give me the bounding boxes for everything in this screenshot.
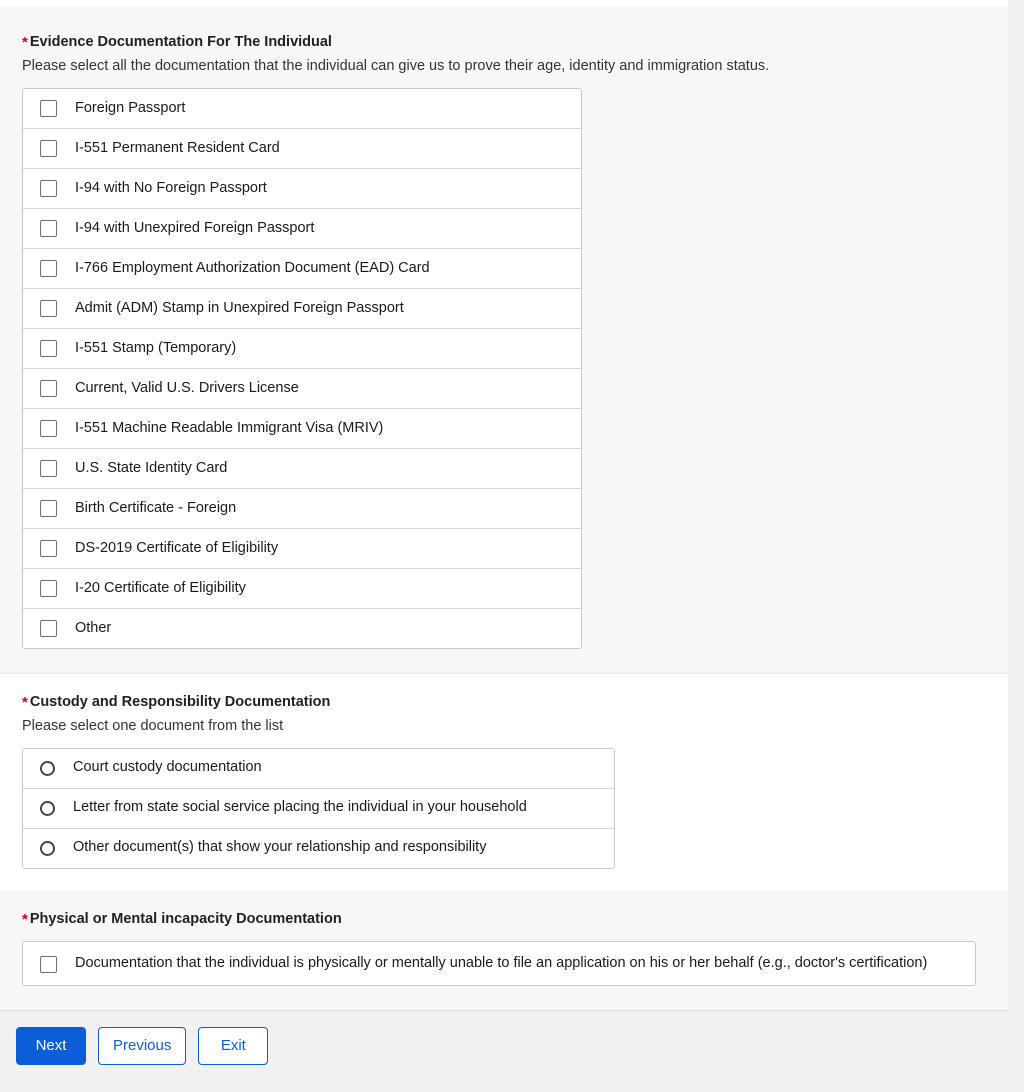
option-label: I-551 Stamp (Temporary) (75, 339, 237, 356)
option-label: Court custody documentation (73, 759, 262, 776)
form-footer-actions (0, 1010, 1008, 1083)
option-label: Admit (ADM) Stamp in Unexpired Foreign Passport (75, 299, 404, 316)
required-asterisk-icon: * (22, 693, 28, 711)
list-item[interactable] (23, 289, 581, 329)
radio-icon[interactable] (40, 761, 55, 776)
custody-title (22, 694, 992, 712)
option-label: I-766 Employment Authorization Document (EAD) Card (75, 259, 430, 276)
list-item[interactable] (23, 169, 581, 209)
form-scroll-area[interactable] (0, 6, 1008, 1083)
incapacity-options-list (22, 941, 976, 987)
evidence-helper-text: Please select all the documentation that the individual can give us to prove their age, identity and immigration status. (22, 58, 770, 74)
section-custody-documentation (0, 673, 1008, 891)
section-incapacity-documentation (0, 891, 1008, 1011)
checkbox-icon[interactable] (40, 340, 57, 357)
option-label: Documentation that the individual is physically or mentally unable to file an application on his or her behalf (e.g., doctor's certification) (75, 954, 928, 971)
custody-title-text: Custody and Responsibility Documentation (29, 693, 331, 710)
checkbox-icon[interactable] (40, 380, 57, 397)
list-item[interactable] (23, 569, 581, 609)
list-item[interactable] (23, 609, 581, 648)
evidence-title (22, 34, 992, 52)
option-label: I-551 Machine Readable Immigrant Visa (MRIV) (75, 419, 384, 436)
checkbox-icon[interactable] (40, 260, 57, 277)
list-item[interactable] (23, 409, 581, 449)
custody-options-list (22, 748, 615, 869)
list-item[interactable] (23, 449, 581, 489)
list-item[interactable] (23, 249, 581, 289)
list-item[interactable] (23, 489, 581, 529)
list-item[interactable] (23, 749, 614, 789)
incapacity-title (22, 911, 992, 929)
list-item[interactable] (23, 329, 581, 369)
checkbox-icon[interactable] (40, 300, 57, 317)
checkbox-icon[interactable] (40, 180, 57, 197)
checkbox-icon[interactable] (40, 460, 57, 477)
list-item[interactable] (23, 829, 614, 868)
list-item[interactable] (23, 369, 581, 409)
list-item[interactable] (23, 789, 614, 829)
option-label: Birth Certificate - Foreign (75, 499, 237, 516)
section-evidence-documentation (0, 6, 1008, 673)
required-asterisk-icon: * (22, 34, 28, 51)
option-label: Other document(s) that show your relationship and responsibility (73, 839, 487, 856)
checkbox-icon[interactable] (40, 100, 57, 117)
option-label: U.S. State Identity Card (75, 459, 228, 476)
option-label: Other (75, 619, 112, 636)
list-item[interactable] (23, 89, 581, 129)
option-label: Letter from state social service placing the individual in your household (73, 799, 527, 816)
list-item[interactable] (23, 529, 581, 569)
option-label: DS-2019 Certificate of Eligibility (75, 539, 279, 556)
option-label: Current, Valid U.S. Drivers License (75, 379, 299, 396)
option-label: I-20 Certificate of Eligibility (75, 579, 246, 596)
checkbox-icon[interactable] (40, 420, 57, 437)
evidence-title-text: Evidence Documentation For The Individual (29, 34, 332, 50)
checkbox-icon[interactable] (40, 956, 57, 973)
next-button[interactable]: Next (16, 1027, 86, 1065)
option-label: Foreign Passport (75, 99, 186, 116)
option-label: I-94 with No Foreign Passport (75, 179, 267, 196)
radio-icon[interactable] (40, 801, 55, 816)
incapacity-title-text: Physical or Mental incapacity Documentation (29, 910, 342, 927)
checkbox-icon[interactable] (40, 580, 57, 597)
radio-icon[interactable] (40, 841, 55, 856)
option-label: I-94 with Unexpired Foreign Passport (75, 219, 315, 236)
checkbox-icon[interactable] (40, 220, 57, 237)
list-item[interactable] (23, 942, 975, 986)
exit-button[interactable]: Exit (198, 1027, 268, 1065)
previous-button[interactable]: Previous (98, 1027, 186, 1065)
evidence-options-list (22, 88, 582, 649)
list-item[interactable] (23, 209, 581, 249)
checkbox-icon[interactable] (40, 540, 57, 557)
checkbox-icon[interactable] (40, 140, 57, 157)
required-asterisk-icon: * (22, 910, 28, 928)
checkbox-icon[interactable] (40, 500, 57, 517)
list-item[interactable] (23, 129, 581, 169)
checkbox-icon[interactable] (40, 620, 57, 637)
option-label: I-551 Permanent Resident Card (75, 139, 280, 156)
custody-helper-text: Please select one document from the list (22, 717, 284, 734)
